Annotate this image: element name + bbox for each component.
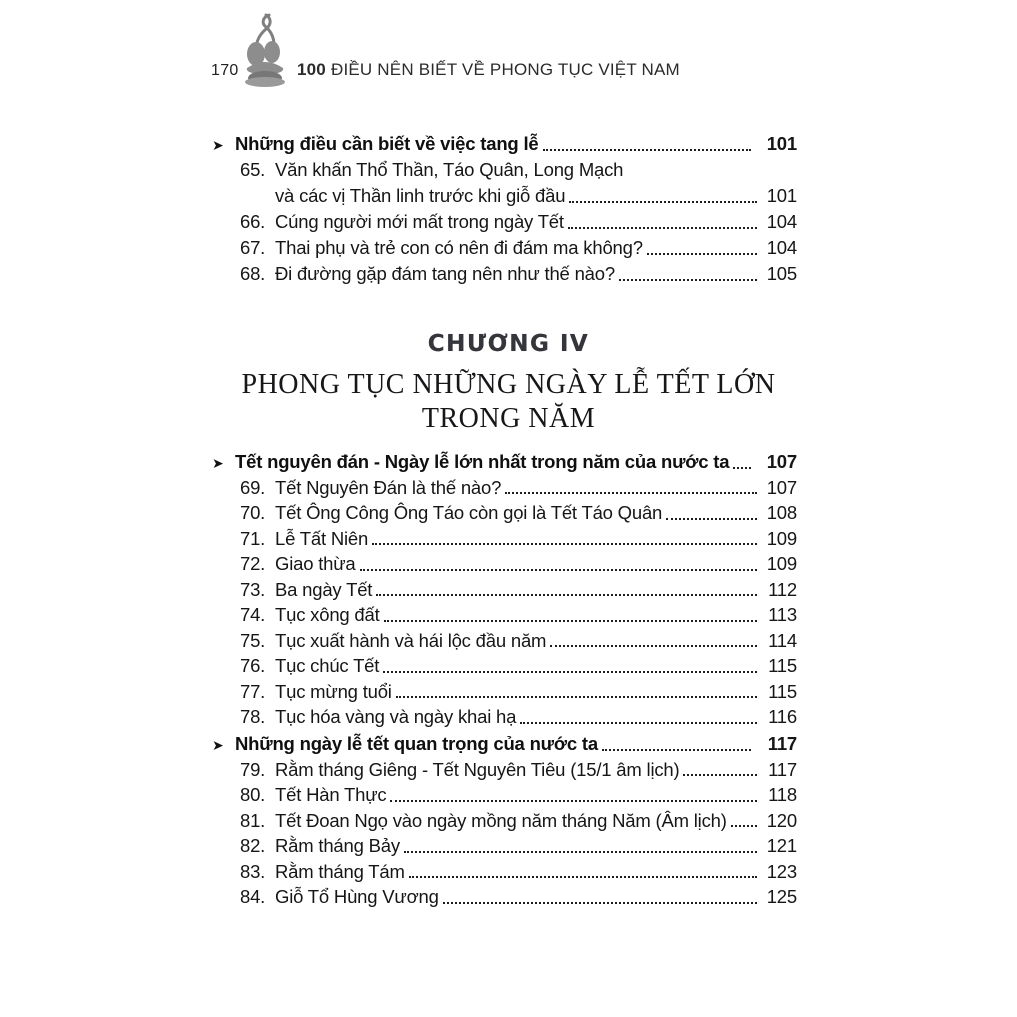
dot-leader <box>504 475 758 501</box>
section-title: Những điều cần biết về việc tang lễ <box>235 133 539 154</box>
toc-section-header <box>212 131 797 157</box>
dot-leader <box>371 526 758 552</box>
dot-leader <box>442 884 758 910</box>
toc-item <box>212 209 797 235</box>
section-title: Tết nguyên đán - Ngày lễ lớn nhất trong năm của nước ta <box>235 451 730 472</box>
toc-item <box>212 782 797 808</box>
item-page-number: 117 <box>768 758 797 780</box>
arrow-right-icon: ➤ <box>212 738 224 754</box>
toc-section-tet-nguyen-dan <box>212 449 797 730</box>
item-number: 70. <box>240 502 266 523</box>
item-number: 74. <box>240 604 266 625</box>
chapter-label: CHƯƠNG IV <box>427 331 590 357</box>
item-number: 77. <box>240 680 266 702</box>
dot-leader <box>618 261 758 287</box>
item-title: Tết Ông Công Ông Táo còn gọi là Tết Táo Quân <box>275 502 663 523</box>
toc-item <box>212 235 797 261</box>
item-number: 73. <box>240 578 266 600</box>
chapter-title <box>0 368 1017 436</box>
section-page-number: 117 <box>767 733 797 754</box>
item-number: 81. <box>240 809 266 831</box>
item-number: 82. <box>240 835 266 856</box>
item-title: Tết Đoan Ngọ vào ngày mồng năm tháng Năm (Âm lịch) <box>275 809 727 831</box>
running-title-number: 100 <box>297 60 326 79</box>
item-page-number: 109 <box>766 527 797 549</box>
toc-item <box>212 261 797 287</box>
item-title: Tết Nguyên Đán là thế nào? <box>275 476 502 498</box>
item-number: 65. <box>240 159 266 180</box>
item-page-number: 123 <box>766 860 797 882</box>
item-title: Rằm tháng Tám <box>275 860 405 882</box>
dot-leader <box>383 602 758 628</box>
item-number: 76. <box>240 655 266 676</box>
item-page-number: 104 <box>766 211 797 232</box>
running-title-text: ĐIỀU NÊN BIẾT VỀ PHONG TỤC VIỆT NAM <box>330 60 680 79</box>
dot-leader <box>542 131 753 157</box>
item-number: 67. <box>240 237 266 258</box>
section-page-number: 107 <box>766 451 797 472</box>
dot-leader <box>395 679 758 705</box>
dot-leader <box>382 653 758 679</box>
item-number: 83. <box>240 860 266 882</box>
item-number: 66. <box>240 211 266 232</box>
arrow-right-icon: ➤ <box>212 456 224 472</box>
item-number: 80. <box>240 784 266 805</box>
item-title: Đi đường gặp đám tang nên như thế nào? <box>275 263 615 284</box>
toc-item <box>212 704 797 730</box>
dot-leader <box>549 628 758 654</box>
item-number: 68. <box>240 263 266 284</box>
dot-leader <box>408 859 758 885</box>
chapter-title-line1: PHONG TỤC NHỮNG NGÀY LỄ TẾT LỚN <box>241 369 776 400</box>
item-number: 75. <box>240 629 266 651</box>
item-page-number: 104 <box>766 237 797 258</box>
item-title: Rằm tháng Bảy <box>275 835 400 856</box>
item-title: Tục hóa vàng và ngày khai hạ <box>275 706 517 727</box>
item-number: 69. <box>240 476 266 498</box>
item-title: và các vị Thần linh trước khi giỗ đầu <box>275 185 566 206</box>
toc-item <box>212 884 797 910</box>
item-page-number: 115 <box>768 655 797 676</box>
item-page-number: 125 <box>766 886 797 907</box>
item-title: Tục xông đất <box>275 604 380 625</box>
toc-item <box>212 551 797 577</box>
item-title: Thai phụ và trẻ con có nên đi đám ma không? <box>275 237 643 258</box>
toc-item <box>212 757 797 783</box>
item-page-number: 109 <box>766 553 797 574</box>
item-page-number: 101 <box>766 185 797 206</box>
dot-leader <box>730 808 758 834</box>
item-title: Lễ Tất Niên <box>275 527 369 549</box>
dot-leader <box>519 704 758 730</box>
dot-leader <box>601 731 752 757</box>
toc-item <box>212 859 797 885</box>
arrow-right-icon: ➤ <box>212 138 224 154</box>
item-title: Tết Hàn Thực <box>275 784 387 805</box>
toc-section-ngay-le-tet <box>212 731 797 910</box>
crane-statue-logo-icon <box>238 12 292 88</box>
dot-leader <box>732 449 752 475</box>
toc-section-header <box>212 731 797 757</box>
item-number: 78. <box>240 706 266 727</box>
item-page-number: 112 <box>768 578 797 600</box>
item-title: Tục xuất hành và hái lộc đầu năm <box>275 629 547 651</box>
chapter-title-line2: TRONG NĂM <box>421 403 596 434</box>
dot-leader <box>389 782 758 808</box>
toc-item <box>212 628 797 654</box>
item-page-number: 114 <box>768 629 797 651</box>
toc-item <box>212 526 797 552</box>
running-book-title <box>297 60 680 80</box>
item-title: Văn khấn Thổ Thần, Táo Quân, Long Mạch <box>275 159 624 180</box>
dot-leader <box>682 757 758 783</box>
toc-item <box>212 183 797 209</box>
toc-item <box>212 475 797 501</box>
item-title: Cúng người mới mất trong ngày Tết <box>275 211 564 232</box>
section-title: Những ngày lễ tết quan trọng của nước ta <box>235 733 598 754</box>
toc-item <box>212 808 797 834</box>
dot-leader <box>568 183 758 209</box>
item-number: 71. <box>240 527 266 549</box>
toc-item <box>212 602 797 628</box>
item-title: Rằm tháng Giêng - Tết Nguyên Tiêu (15/1 âm lịch) <box>275 758 680 780</box>
item-title: Tục mừng tuổi <box>275 680 392 702</box>
dot-leader <box>359 551 758 577</box>
item-title: Tục chúc Tết <box>275 655 380 676</box>
section-page-number: 101 <box>766 133 797 154</box>
toc-item <box>212 577 797 603</box>
dot-leader <box>375 577 758 603</box>
item-title: Ba ngày Tết <box>275 578 373 600</box>
dot-leader <box>646 235 758 261</box>
item-page-number: 116 <box>768 706 797 727</box>
toc-section-header <box>212 449 797 475</box>
item-number: 84. <box>240 886 266 907</box>
item-page-number: 113 <box>768 604 797 625</box>
item-title: Giỗ Tổ Hùng Vương <box>275 886 439 907</box>
item-page-number: 107 <box>766 476 797 498</box>
item-number: 79. <box>240 758 266 780</box>
item-page-number: 121 <box>766 835 797 856</box>
toc-item <box>212 653 797 679</box>
item-page-number: 120 <box>766 809 797 831</box>
toc-section-tang-le <box>212 131 797 287</box>
page-number: 170 <box>211 62 239 79</box>
toc-item <box>212 679 797 705</box>
dot-leader <box>665 500 758 526</box>
item-page-number: 108 <box>766 502 797 523</box>
toc-item <box>212 157 797 183</box>
toc-item <box>212 500 797 526</box>
dot-leader <box>567 209 758 235</box>
item-title: Giao thừa <box>275 553 356 574</box>
item-page-number: 115 <box>768 680 797 702</box>
dot-leader <box>403 833 758 859</box>
item-page-number: 118 <box>768 784 797 805</box>
toc-item <box>212 833 797 859</box>
item-number: 72. <box>240 553 266 574</box>
item-page-number: 105 <box>766 263 797 284</box>
chapter-heading <box>0 331 1017 436</box>
